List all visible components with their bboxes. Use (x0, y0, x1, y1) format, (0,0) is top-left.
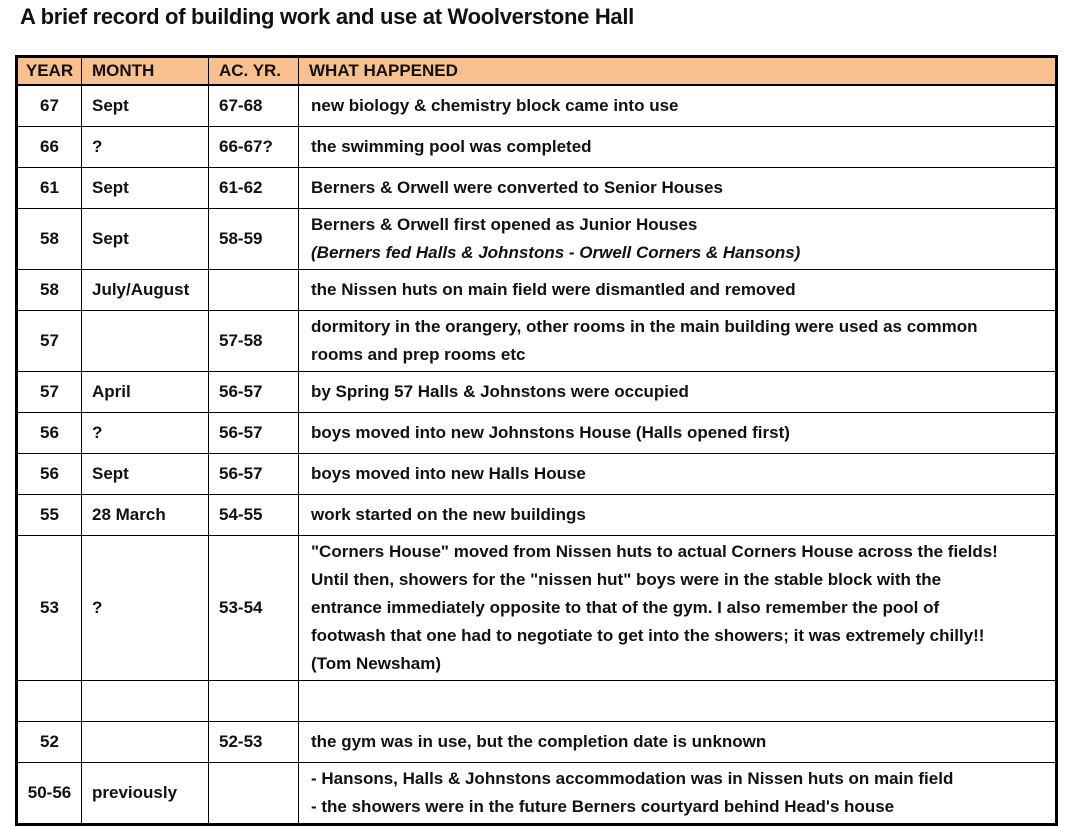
description-line: Berners & Orwell were converted to Senior Houses (311, 178, 723, 197)
header-year: YEAR (17, 57, 82, 86)
description-line: - Hansons, Halls & Johnstons accommodation was in Nissen huts on main field (311, 769, 954, 788)
cell-month: Sept (82, 85, 209, 127)
description-line: work started on the new buildings (311, 505, 586, 524)
cell-year: 57 (17, 372, 82, 413)
cell-year: 58 (17, 209, 82, 270)
cell-acyr (209, 681, 299, 722)
cell-what-happened (299, 168, 1057, 209)
cell-what-happened (299, 763, 1057, 825)
description-line: Berners & Orwell first opened as Junior Houses (311, 215, 698, 234)
table-row (17, 722, 1057, 763)
cell-month: April (82, 372, 209, 413)
cell-year: 58 (17, 270, 82, 311)
cell-acyr: 54-55 (209, 495, 299, 536)
cell-year: 57 (17, 311, 82, 372)
description-line: the swimming pool was completed (311, 137, 592, 156)
cell-acyr: 66-67? (209, 127, 299, 168)
description-line: - the showers were in the future Berners courtyard behind Head's house (311, 797, 895, 816)
cell-month: ? (82, 413, 209, 454)
cell-acyr (209, 763, 299, 825)
cell-what-happened (299, 722, 1057, 763)
table-row (17, 311, 1057, 372)
description-line: the gym was in use, but the completion date is unknown (311, 732, 767, 751)
cell-month: Sept (82, 168, 209, 209)
description-line: new biology & chemistry block came into use (311, 96, 679, 115)
table-row (17, 495, 1057, 536)
table-row (17, 372, 1057, 413)
cell-year: 66 (17, 127, 82, 168)
cell-month: Sept (82, 209, 209, 270)
cell-what-happened (299, 209, 1057, 270)
table-row (17, 454, 1057, 495)
description-line: "Corners House" moved from Nissen huts to actual Corners House across the fields! (311, 542, 998, 561)
cell-month: ? (82, 536, 209, 681)
cell-month: Sept (82, 454, 209, 495)
cell-what-happened (299, 311, 1057, 372)
description-line: entrance immediately opposite to that of the gym. I also remember the pool of (311, 598, 940, 617)
header-month: MONTH (82, 57, 209, 86)
table-row (17, 127, 1057, 168)
table-row (17, 168, 1057, 209)
description-line: rooms and prep rooms etc (311, 345, 526, 364)
cell-year: 56 (17, 413, 82, 454)
cell-year: 52 (17, 722, 82, 763)
cell-month: ? (82, 127, 209, 168)
cell-month: previously (82, 763, 209, 825)
page-title: A brief record of building work and use at Woolverstone Hall (20, 4, 634, 29)
cell-acyr: 56-57 (209, 372, 299, 413)
cell-year: 61 (17, 168, 82, 209)
cell-what-happened (299, 495, 1057, 536)
cell-year: 55 (17, 495, 82, 536)
cell-acyr: 56-57 (209, 413, 299, 454)
description-line: boys moved into new Halls House (311, 464, 586, 483)
description-line: (Tom Newsham) (311, 654, 442, 673)
table-row (17, 536, 1057, 681)
cell-what-happened (299, 413, 1057, 454)
header-acyr: AC. YR. (209, 57, 299, 86)
description-line: dormitory in the orangery, other rooms in the main building were used as common (311, 317, 978, 336)
header-row (17, 57, 1057, 86)
cell-month (82, 311, 209, 372)
description-line: Until then, showers for the "nissen hut" boys were in the stable block with the (311, 570, 942, 589)
cell-what-happened (299, 85, 1057, 127)
description-line: boys moved into new Johnstons House (Halls opened first) (311, 423, 790, 442)
building-record-table (15, 55, 1058, 826)
cell-month (82, 722, 209, 763)
table-row (17, 270, 1057, 311)
cell-acyr: 52-53 (209, 722, 299, 763)
description-line: footwash that one had to negotiate to get into the showers; it was extremely chilly!! (311, 626, 985, 645)
cell-acyr: 57-58 (209, 311, 299, 372)
description-line: the Nissen huts on main field were dismantled and removed (311, 280, 796, 299)
table-row (17, 209, 1057, 270)
cell-what-happened (299, 127, 1057, 168)
cell-month: 28 March (82, 495, 209, 536)
table-row (17, 413, 1057, 454)
cell-year: 50-56 (17, 763, 82, 825)
cell-acyr: 58-59 (209, 209, 299, 270)
cell-month (82, 681, 209, 722)
cell-what-happened (299, 536, 1057, 681)
cell-acyr (209, 270, 299, 311)
cell-what-happened (299, 454, 1057, 495)
cell-year (17, 681, 82, 722)
description-line: by Spring 57 Halls & Johnstons were occupied (311, 382, 689, 401)
description-note: (Berners fed Halls & Johnstons - Orwell Corners & Hansons) (311, 243, 801, 262)
cell-what-happened (299, 681, 1057, 722)
cell-acyr: 56-57 (209, 454, 299, 495)
table-row (17, 763, 1057, 825)
cell-what-happened (299, 270, 1057, 311)
cell-year: 67 (17, 85, 82, 127)
cell-year: 56 (17, 454, 82, 495)
cell-what-happened (299, 372, 1057, 413)
cell-year: 53 (17, 536, 82, 681)
cell-month: July/August (82, 270, 209, 311)
table-row (17, 681, 1057, 722)
table-body (17, 85, 1057, 825)
table-row (17, 85, 1057, 127)
cell-acyr: 53-54 (209, 536, 299, 681)
cell-acyr: 67-68 (209, 85, 299, 127)
cell-acyr: 61-62 (209, 168, 299, 209)
header-what-happened: WHAT HAPPENED (299, 57, 1057, 86)
